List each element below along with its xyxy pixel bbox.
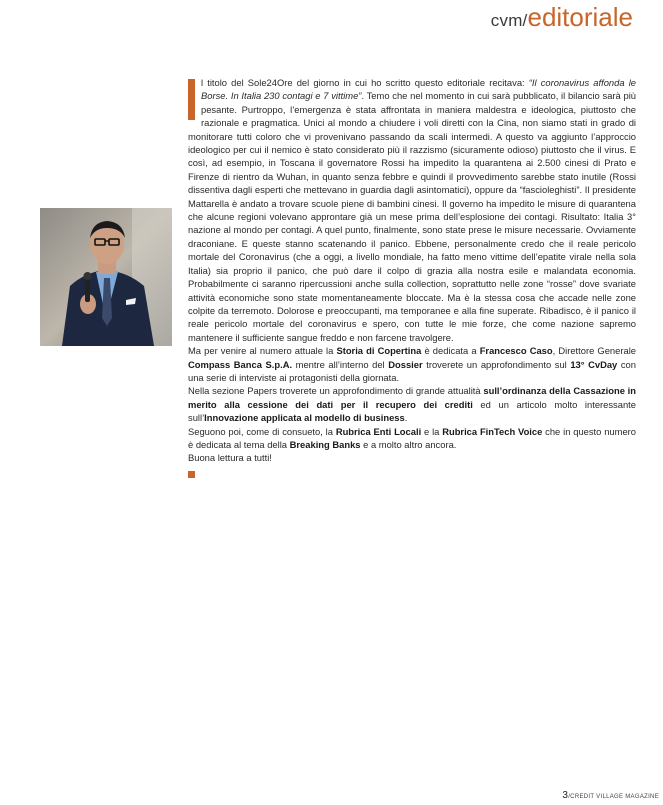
text-run: . Temo che nel momento in cui sarà pubblicato, il bilancio sarà più pesante. Purtroppo, l’emergenza è stata affrontata in maniera maldestra e ideologica, piuttosto che razionale e pragmatica. Unici al mondo a chiudere i voli diretti con la Cina, non siamo stati in grado di monitorare tutti coloro che vi provenivano passando da scali intermedi. A questo va aggiunto l’approccio ideologico per cui il nemico è stato considerato più il razzismo (sicuramente odioso) piuttosto che il virus. E così, ad esempio, in Toscana il governatore Rossi ha impedito la quarantena ai 2.500 cinesi di Prato e Firenze di rientro da Wuhan, in quanto senza febbre e quindi il provvedimento sarebbe stato inutile (Rossi dissentiva dagli esperti che mettevano in guardia dagli asintomatici), oppure da “fascioleghisti”. Il presidente Mattarella è andato a trovare scuole piene di bambini cinesi. Il governo ha impedito le misure di quarantena che alcune regioni volevano approntare già un mese prima dell’esplosione dei contagi. Risultato: Italia 3° nazione al mondo per contagi. A quel punto, finalmente, sono state prese le misure necessarie. Ovviamente draconiane. E queste stanno scatenando il panico. Ebbene, personalmente credo che il reale pericolo mortale del Coronavirus (che a oggi, a livello mondiale, ha fatto meno vittime dell’epatite virale nella sola Italia) sia proprio il panico, che può dare il colpo di grazia alla nostra esile e malandata economia. Probabilmente ci saranno ripercussioni anche sulla collection, soprattutto nelle zone “rosse” dove svariate attività economiche sono state momentaneamente bloccate. Ma è la stessa cosa che accade nelle zone colpite da terremoto. Dolorose e preoccupanti, ma temporanee e alla fine superate. Ribadisco, è il panico il reale pericolo mortale del coronavirus e spero, con tutte le mie forze, che come nazione sapremo mantenere il sufficiente sangue freddo e non farcene travolgere. (188, 90, 636, 343)
text-run: e a molto altro ancora. (360, 438, 457, 450)
bold-term: 13° CvDay (570, 358, 618, 370)
bold-term: Rubrica Enti Locali (335, 425, 422, 437)
bold-term: Francesco Caso (479, 345, 553, 357)
paragraph-rubriche (188, 425, 636, 452)
headline-quote: “Il coronavirus affonda le Borse. In Italia 230 contagi e 7 vittime” (201, 77, 636, 102)
text-run: che in questo numero è dedicata al tema della (188, 425, 636, 450)
author-portrait-photo (40, 208, 172, 346)
section-header (491, 2, 633, 33)
bold-term: Compass Banca S.p.A. (188, 358, 293, 370)
bold-term: sull’ordinanza della Cassazione in merito alla cessione dei dati per il recupero dei crediti (188, 385, 636, 410)
dropcap-mark (188, 79, 195, 120)
magazine-name: /CREDIT VILLAGE MAGAZINE (568, 794, 659, 800)
section-title: editoriale (527, 2, 633, 32)
text-run: Nella sezione Papers troverete un approfondimento di grande attualità (188, 385, 484, 397)
bold-term: Dossier (388, 358, 423, 370)
paragraph-closing: Buona lettura a tutti! (188, 452, 272, 464)
paragraph-papers (188, 384, 636, 424)
text-run: troverete un approfondimento sul (422, 358, 571, 370)
page-number: 3 (562, 790, 569, 801)
editorial-article (188, 76, 636, 478)
text-run: , Direttore Generale (552, 345, 636, 357)
text-run: ed un articolo molto interessante sull’ (188, 398, 636, 424)
magazine-prefix: cvm/ (490, 11, 528, 30)
end-of-article-mark (188, 471, 195, 478)
bold-term: Innovazione applicata al modello di business (204, 412, 405, 424)
text-run: l titolo del Sole24Ore del giorno in cui ho scritto questo editoriale recitava: (201, 77, 529, 88)
text-run: mentre all’interno del (292, 358, 389, 370)
text-run: Seguono poi, come di consueto, la (188, 425, 336, 437)
bold-term: Breaking Banks (289, 438, 361, 450)
text-run: e la (421, 425, 443, 437)
paragraph-contents (188, 344, 636, 384)
text-run: Ma per venire al numero attuale la (188, 345, 337, 357)
text-run: con una serie di interviste ai protagonisti della giornata. (188, 358, 636, 383)
page-footer (562, 790, 659, 801)
bold-term: Storia di Copertina (336, 345, 422, 357)
text-run: . (404, 412, 408, 424)
paragraph-intro (188, 76, 636, 344)
bold-term: Rubrica FinTech Voice (442, 425, 543, 437)
text-run: è dedicata a (421, 345, 480, 357)
